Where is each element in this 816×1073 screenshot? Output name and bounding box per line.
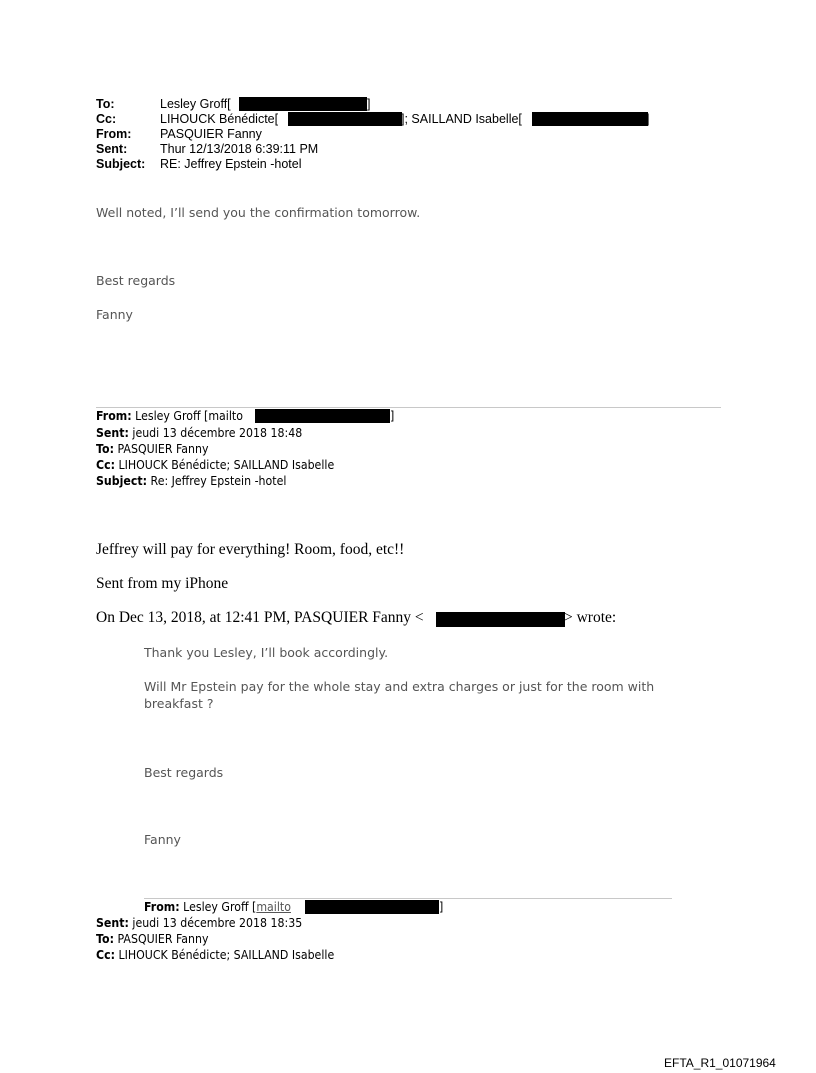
from-close-bracket: ] xyxy=(390,408,395,423)
to-line xyxy=(96,931,209,947)
from-line xyxy=(96,408,243,424)
cc-value: LIHOUCK Bénédicte; SAILLAND Isabelle xyxy=(118,457,335,472)
sent-label: Sent: xyxy=(96,425,129,440)
signature-line: Sent from my iPhone xyxy=(96,575,229,592)
signature-line: Fanny xyxy=(144,832,181,847)
from-label: From: xyxy=(96,127,132,141)
wrote-line-end: > wrote: xyxy=(564,609,617,626)
from-value: PASQUIER Fanny xyxy=(160,127,262,141)
cc-label: Cc: xyxy=(96,457,116,472)
subject-label: Subject: xyxy=(96,473,148,488)
to-value: PASQUIER Fanny xyxy=(117,931,209,946)
from-line xyxy=(144,899,291,915)
from-label: From: xyxy=(144,899,180,914)
redaction-block xyxy=(239,97,367,111)
quoted-line: Thank you Lesley, I’ll book accordingly. xyxy=(144,645,389,660)
regards-line: Best regards xyxy=(96,273,176,288)
cc-value: LIHOUCK Bénédicte; SAILLAND Isabelle xyxy=(118,947,335,962)
from-value: Lesley Groff [mailto xyxy=(135,408,243,423)
body-line: Well noted, I’ll send you the confirmation tomorrow. xyxy=(96,205,421,220)
redaction-block xyxy=(436,612,565,627)
mailto-link[interactable]: mailto xyxy=(256,899,291,914)
quoted-line: Will Mr Epstein pay for the whole stay and extra charges or just for the room with xyxy=(144,679,655,694)
subject-value: RE: Jeffrey Epstein -hotel xyxy=(160,157,302,171)
to-close-bracket: ] xyxy=(367,97,371,111)
to-value: Lesley Groff[ xyxy=(160,97,231,111)
sent-line xyxy=(96,425,302,441)
sent-value: Thur 12/13/2018 6:39:11 PM xyxy=(160,142,319,156)
subject-value: Re: Jeffrey Epstein -hotel xyxy=(150,473,287,488)
cc-line xyxy=(96,947,334,963)
subject-label: Subject: xyxy=(96,157,146,171)
regards-line: Best regards xyxy=(144,765,224,780)
to-label: To: xyxy=(96,931,114,946)
signature-line: Fanny xyxy=(96,307,133,322)
redaction-block xyxy=(288,112,402,126)
redaction-block xyxy=(532,112,648,126)
sent-line xyxy=(96,915,302,931)
sent-label: Sent: xyxy=(96,142,128,156)
cc-close-bracket: ] xyxy=(646,112,650,126)
sent-value: jeudi 13 décembre 2018 18:48 xyxy=(132,425,303,440)
sent-label: Sent: xyxy=(96,915,129,930)
subject-line xyxy=(96,473,286,489)
redaction-block xyxy=(255,409,390,423)
wrote-line-start: On Dec 13, 2018, at 12:41 PM, PASQUIER Fanny < xyxy=(96,609,424,626)
document-id: EFTA_R1_01071964 xyxy=(664,1056,776,1070)
from-label: From: xyxy=(96,408,132,423)
sent-value: jeudi 13 décembre 2018 18:35 xyxy=(132,915,303,930)
cc-line xyxy=(96,457,334,473)
from-close-bracket: ] xyxy=(439,899,444,914)
cc-value: LIHOUCK Bénédicte[ xyxy=(160,112,279,126)
cc-mid: ]; SAILLAND Isabelle[ xyxy=(401,112,522,126)
cc-label: Cc: xyxy=(96,112,117,126)
body-line: Jeffrey will pay for everything! Room, food, etc!! xyxy=(96,541,405,558)
to-label: To: xyxy=(96,441,114,456)
redaction-block xyxy=(305,900,439,914)
from-value: Lesley Groff [ xyxy=(183,899,257,914)
cc-label: Cc: xyxy=(96,947,116,962)
to-value: PASQUIER Fanny xyxy=(117,441,209,456)
to-line xyxy=(96,441,209,457)
to-label: To: xyxy=(96,97,115,111)
quoted-line: breakfast ? xyxy=(144,696,214,711)
